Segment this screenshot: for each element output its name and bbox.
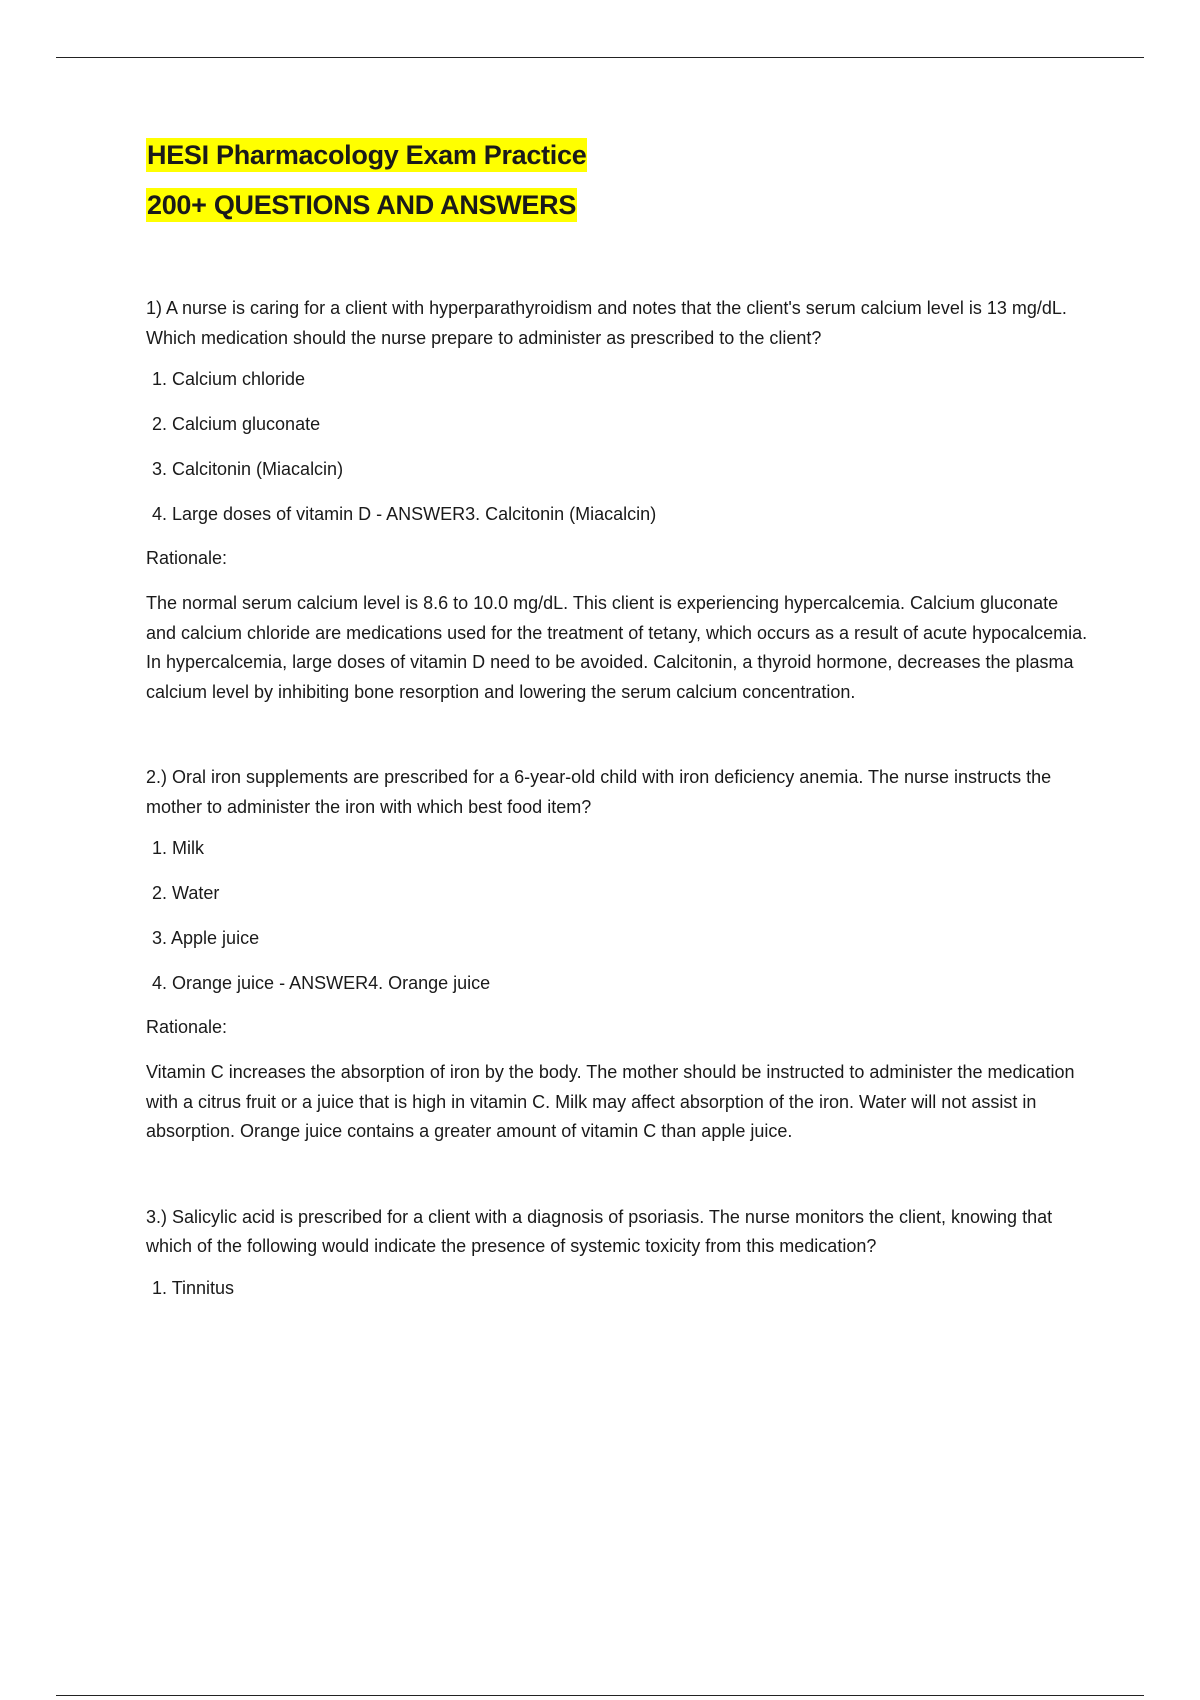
question-3 bbox=[146, 1203, 1091, 1303]
option-item: 3. Apple juice bbox=[152, 928, 260, 948]
question-text: 2.) Oral iron supplements are prescribed for a 6-year-old child with iron deficiency anemia. The nurse instructs the mother to administer the iron with which best food item? bbox=[146, 767, 1052, 817]
document-subtitle: 200+ QUESTIONS AND ANSWERS bbox=[147, 190, 577, 220]
option-item: 1. Tinnitus bbox=[152, 1277, 235, 1298]
title-line-2 bbox=[146, 188, 1091, 238]
options-list bbox=[146, 1274, 1091, 1303]
option-item: 2. Calcium gluconate bbox=[152, 414, 321, 434]
option-item: 2. Water bbox=[152, 883, 220, 903]
bottom-rule bbox=[56, 1695, 1144, 1696]
options-list bbox=[146, 365, 1091, 529]
question-text: 3.) Salicylic acid is prescribed for a client with a diagnosis of psoriasis. The nurse monitors the client, knowing that which of the following would indicate the presence of systemic toxicity from this medication? bbox=[146, 1206, 1053, 1256]
option-item: 3. Calcitonin (Miacalcin) bbox=[152, 459, 344, 479]
question-2 bbox=[146, 763, 1091, 1147]
option-item: 1. Calcium chloride bbox=[152, 369, 306, 389]
option-item: 4. Large doses of vitamin D - ANSWER3. Calcitonin (Miacalcin) bbox=[152, 504, 657, 524]
option-item: 4. Orange juice - ANSWER4. Orange juice bbox=[152, 973, 491, 993]
document-body bbox=[146, 138, 1091, 1318]
rationale-label: Rationale: bbox=[146, 1017, 228, 1037]
title-line-1 bbox=[146, 138, 1091, 188]
document-title: HESI Pharmacology Exam Practice bbox=[147, 140, 587, 170]
rationale-label: Rationale: bbox=[146, 548, 228, 568]
rationale-text: Vitamin C increases the absorption of iron by the body. The mother should be instructed to administer the medication with a citrus fruit or a juice that is high in vitamin C. Milk may affect absorption of the iron. Water will not assist in absorption. Orange juice contains a greater amount of vitamin C than apple juice. bbox=[146, 1062, 1075, 1141]
rationale-text: The normal serum calcium level is 8.6 to 10.0 mg/dL. This client is experiencing hypercalcemia. Calcium gluconate and calcium chloride are medications used for the treatment of tetany, which occurs as a result of acute hypocalcemia. In hypercalcemia, large doses of vitamin D need to be avoided. Calcitonin, a thyroid hormone, decreases the plasma calcium level by inhibiting bone resorption and lowering the serum calcium concentration. bbox=[146, 593, 1088, 702]
option-item: 1. Milk bbox=[152, 838, 205, 858]
question-text: 1) A nurse is caring for a client with hyperparathyroidism and notes that the client's serum calcium level is 13 mg/dL. Which medication should the nurse prepare to administer as prescribed to the client? bbox=[146, 298, 1067, 348]
top-rule bbox=[56, 57, 1144, 58]
question-1 bbox=[146, 294, 1091, 707]
options-list bbox=[146, 834, 1091, 998]
